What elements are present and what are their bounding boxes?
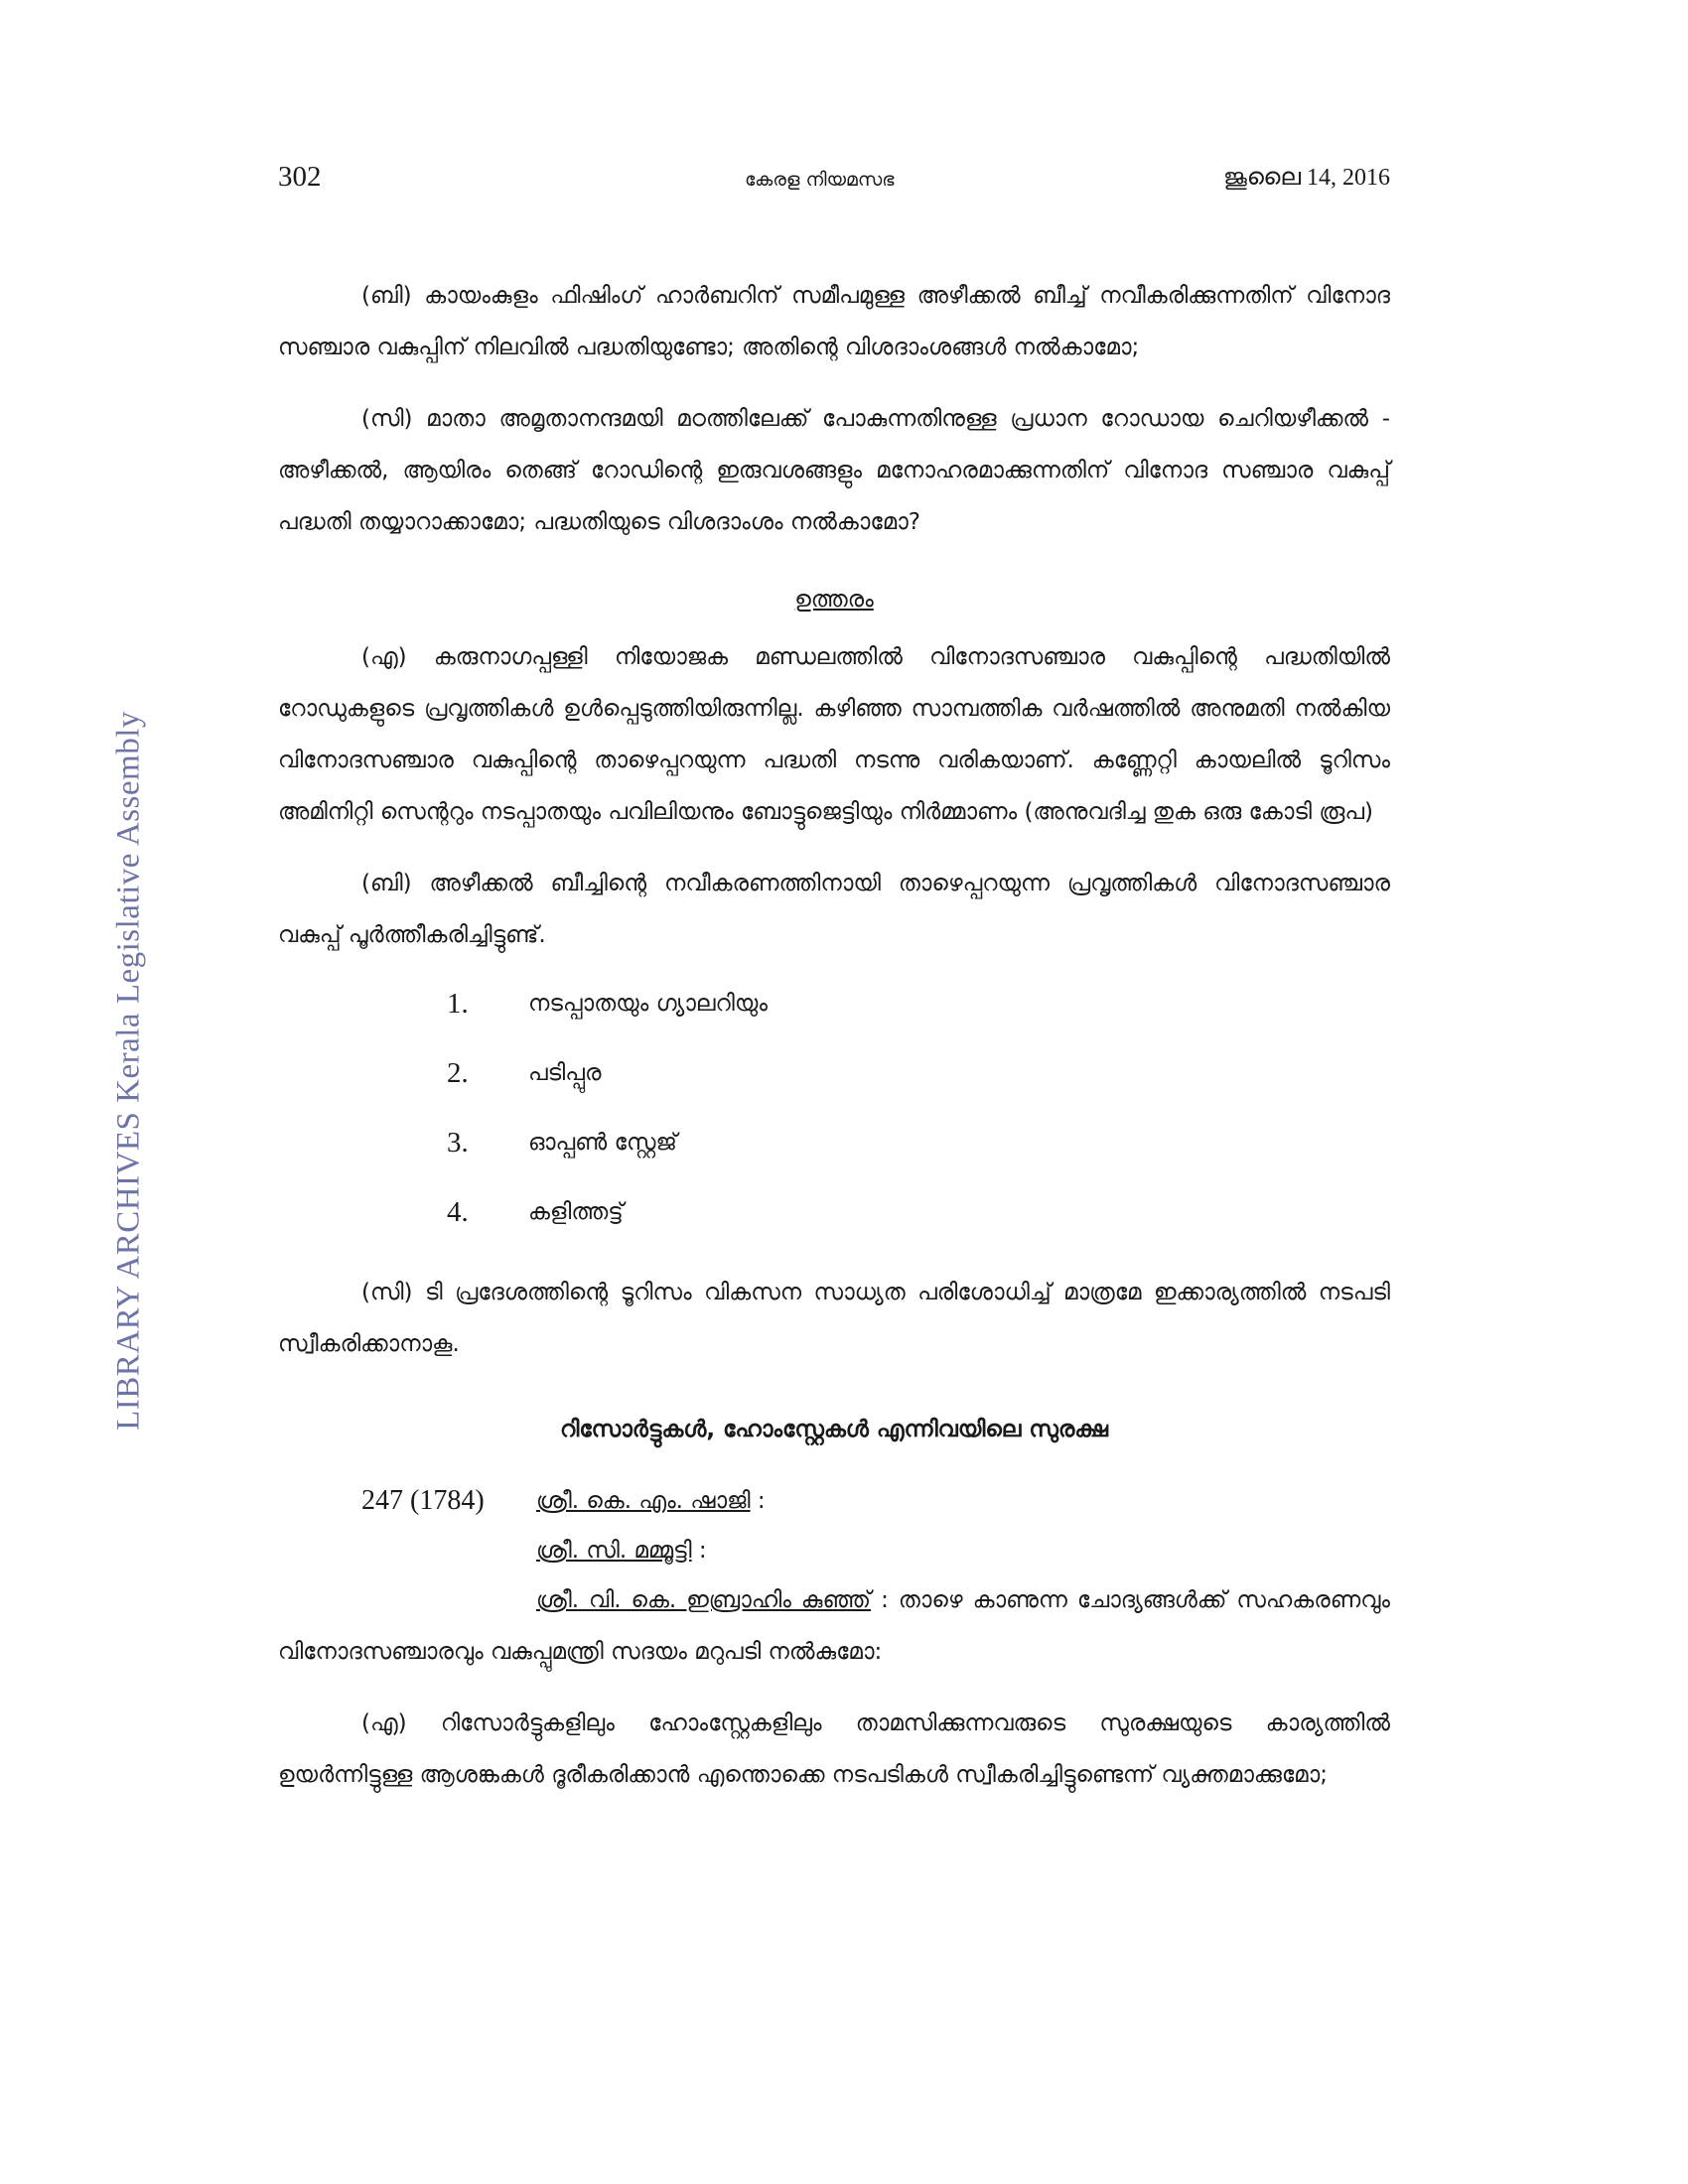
list-item-number: 1. [447, 988, 469, 1020]
page-body [278, 270, 1390, 1801]
list-item [278, 1048, 1390, 1118]
member-2-name: ശ്രീ. സി. മമ്മൂട്ടി [536, 1538, 692, 1564]
answer-b: (ബി) അഴീക്കൽ ബീച്ചിന്റെ നവീകരണത്തിനായി താഴെപ്പറയുന്ന പ്രവൃത്തികൾ വിനോദസഞ്ചാര വകുപ്പ് പൂർത്തീകരിച്ചിട്ടുണ്ട്. [278, 871, 1390, 948]
document-date: ജൂലൈ 14, 2016 [1223, 165, 1390, 191]
list-item-number: 3. [447, 1127, 469, 1159]
list-item-text: പടിപ്പുര [528, 1060, 602, 1086]
question-intro: താഴെ കാണുന്ന ചോദ്യങ്ങൾക്ക് സഹകരണവും വിനോദസഞ്ചാരവും വകുപ്പുമന്ത്രി സദയം മറുപടി നൽകുമോ: [278, 1587, 1391, 1665]
page-header [278, 157, 1390, 206]
list-item [278, 1187, 1390, 1257]
document-title: കേരള നിയമസഭ [745, 169, 895, 191]
member-3-colon: : [881, 1587, 889, 1613]
list-item [278, 979, 1390, 1048]
member-2 [536, 1525, 707, 1576]
answer-heading: ഉത്തരം [794, 587, 874, 613]
question-number: 247 (1784) [361, 1485, 485, 1516]
answer-c: (സി) ടി പ്രദേശത്തിന്റെ ടൂറിസം വികസന സാധ്യത പരിശോധിച്ച് മാത്രമേ ഇക്കാര്യത്തിൽ നടപടി സ്വീകരിക്കാനാകൂ. [278, 1280, 1390, 1357]
answer-a: (എ) കരുനാഗപ്പള്ളി നിയോജക മണ്ഡലത്തിൽ വിനോദസഞ്ചാര വകുപ്പിന്റെ പദ്ധതിയിൽ റോഡുകളുടെ പ്രവൃത്തികൾ ഉൾപ്പെടുത്തിയിരുന്നില്ല. കഴിഞ്ഞ സാമ്പത്തിക വർഷത്തിൽ അനുമതി നൽകിയ വിനോദസഞ്ചാര വകുപ്പിന്റെ താഴെപ്പറയുന്ന പദ്ധതി നടന്നു വരികയാണ്. കണ്ണേറ്റി കായലിൽ ടൂറിസം അമിനിറ്റി സെന്ററും നടപ്പാതയും പവിലിയനും ബോട്ടുജെട്ടിയും നിർമ്മാണം (അനുവദിച്ച തുക ഒരു കോടി രൂപ) [278, 644, 1390, 825]
list-item-text: കളിത്തട്ട് [528, 1199, 624, 1225]
list-item [278, 1118, 1390, 1187]
list-item-text: ഓപ്പൺ സ്റ്റേജ് [528, 1130, 677, 1156]
list-item-number: 2. [447, 1057, 469, 1089]
member-3-name: ശ്രീ. വി. കെ. ഇബ്രാഹിം കുഞ്ഞ് [536, 1587, 872, 1613]
member-1-colon: : [757, 1488, 766, 1514]
question-b: (ബി) കായംകുളം ഫിഷിംഗ് ഹാർബറിന് സമീപമുള്ള അഴീക്കൽ ബീച്ച് നവീകരിക്കുന്നതിന് വിനോദ സഞ്ചാര വകുപ്പിന് നിലവിൽ പദ്ധതിയുണ്ടോ; അതിന്റെ വിശദാംശങ്ങൾ നൽകാമോ; [278, 283, 1390, 360]
question-header-line [278, 1475, 1390, 1525]
section-title: റിസോർട്ടുകൾ, ഹോംസ്റ്റേകൾ എന്നിവയിലെ സുരക്ഷ [560, 1417, 1108, 1442]
new-question-a: (എ) റിസോർട്ടുകളിലും ഹോംസ്റ്റേകളിലും താമസിക്കുന്നവരുടെ സുരക്ഷയുടെ കാര്യത്തിൽ ഉയർന്നിട്ടുള്ള ആശങ്കകൾ ദൂരീകരിക്കാൻ എന്തൊക്കെ നടപടികൾ സ്വീകരിച്ചിട്ടുണ്ടെന്ന് വ്യക്തമാക്കുമോ; [278, 1710, 1390, 1788]
watermark: LIBRARY ARCHIVES Kerala Legislative Assembly [110, 711, 147, 1431]
member-1 [536, 1475, 766, 1527]
works-list [278, 979, 1390, 1257]
member-2-line [278, 1525, 1390, 1574]
question-c: (സി) മാതാ അമൃതാനന്ദമയി മഠത്തിലേക്ക് പോകുന്നതിനുള്ള പ്രധാന റോഡായ ചെറിയഴീക്കൽ - അഴീക്കൽ, ആയിരം തെങ്ങ് റോഡിന്റെ ഇരുവശങ്ങളും മനോഹരമാക്കുന്നതിന് വിനോദ സഞ്ചാര വകുപ്പ് പദ്ധതി തയ്യാറാക്കാമോ; പദ്ധതിയുടെ വിശദാംശം നൽകാമോ? [278, 406, 1390, 535]
list-item-number: 4. [447, 1196, 469, 1228]
member-3-paragraph [278, 1574, 1390, 1678]
member-1-name: ശ്രീ. കെ. എം. ഷാജി [536, 1488, 751, 1514]
list-item-text: നടപ്പാതയും ഗ്യാലറിയും [528, 991, 768, 1017]
member-2-colon: : [698, 1538, 707, 1564]
page-number: 302 [278, 161, 322, 193]
